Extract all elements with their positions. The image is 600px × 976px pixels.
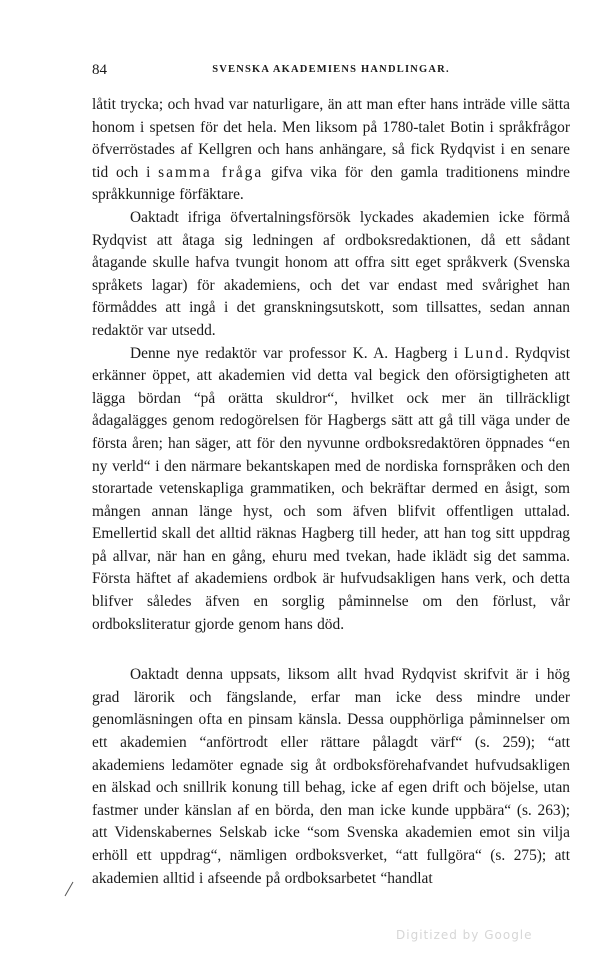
paragraph-1-text-b: gifva vika för den gamla traditionens mindre språkkunnige förfäktare. [92,163,570,204]
paragraph-3 [92,343,570,637]
paragraph-3-text-a: Denne nye redaktör var professor K. A. Hagberg i [130,344,465,362]
paragraph-2 [92,207,570,343]
running-head-title: SVENSKA AKADEMIENS HANDLINGAR. [212,64,450,75]
paragraph-1-spaced-phrase: samma fråga [158,163,264,181]
page-number: 84 [92,62,107,78]
paragraph-1-text-a: låtit trycka; och hvad var naturligare, än att man efter hans inträde ville sätta honom i spetsen för det hela. Men liksom på 1780-talet Botin i språkfrågor öfverröstades af Kellgren och hans anhängare, så fick Rydqvist i en senare tid och i [92,96,570,181]
paragraph-4 [92,664,570,890]
paragraph-2-text: Oaktadt ifriga öfvertalningsförsök lyckades akademien icke förmå Rydqvist att åtaga sig ledningen af ordboksredaktionen, då ett sådant åtagande skulle hafva tvungit honom att offra sitt eget språkverk (Svenska språkets lagar) för akademiens, och det var endast med svårighet han förmåddes att ingå i det granskningsutskott, som tillsattes, sedan annan redaktör var utsedd. [92,208,570,339]
margin-pencil-mark [62,880,76,898]
paragraph-1 [92,94,570,207]
digitization-watermark: Digitized by Google [396,928,533,942]
paragraph-3-spaced-place: Lund [464,344,505,362]
paragraph-4-text: Oaktadt denna uppsats, liksom allt hvad Rydqvist skrifvit är i hög grad lärorik och fängslande, erfar man icke dess mindre under genomläsningen ofta en pinsam känsla. Dessa oupphörliga påminnelser om ett akademien “anförtrodt eller rättare pålagdt värf“ (s. 259); “att akademiens ledamöter egnade sig åt ordboksförehafvandet hufvudsakligen en älskad och snillrik konung till behag, icke af egen drift och böjelse, utan fastmer under känslan af en börda, den man icke kunde uppbära“ (s. 263); att Videnskabernes Selskab icke “som Svenska akademien emot sin vilja erhöll ett uppdrag“, nämligen ordboksverket, “att fullgöra“ (s. 275); att akademien alltid i afseende på ordboksarbetet “handlat [92,666,570,887]
body-text [92,94,570,890]
paragraph-3-text-b: . Rydqvist erkänner öppet, att akademien vid detta val begick den oförsigtigheten att lägga bördan “på orätta skuldror“, hvilket ock mer än tillräckligt ådagalägges genom redogörelsen för Hagbergs sätt att gå till väga under de första åren; han säger, att för den nyvunne ordboksredaktören öppnades “en ny verld“ i den närmare bekantskapen med de nordiska fornspråken och den storartade vetenskapliga grammatiken, och bekräftar dermed en åsigt, som mången annan länge hyst, och som äfven blifvit offentligen uttalad. Emellertid skall det alltid räknas Hagberg till heder, att han tog sitt uppdrag på allvar, när han en gång, ehuru med tvekan, hade iklädt sig det samma. Första häftet af akademiens ordbok är hufvudsakligen hans verk, och detta blifver således äfven en sorglig påminnelse om den förlust, vår ordboksliteratur gjorde genom hans död. [92,344,571,633]
running-head [92,62,570,82]
